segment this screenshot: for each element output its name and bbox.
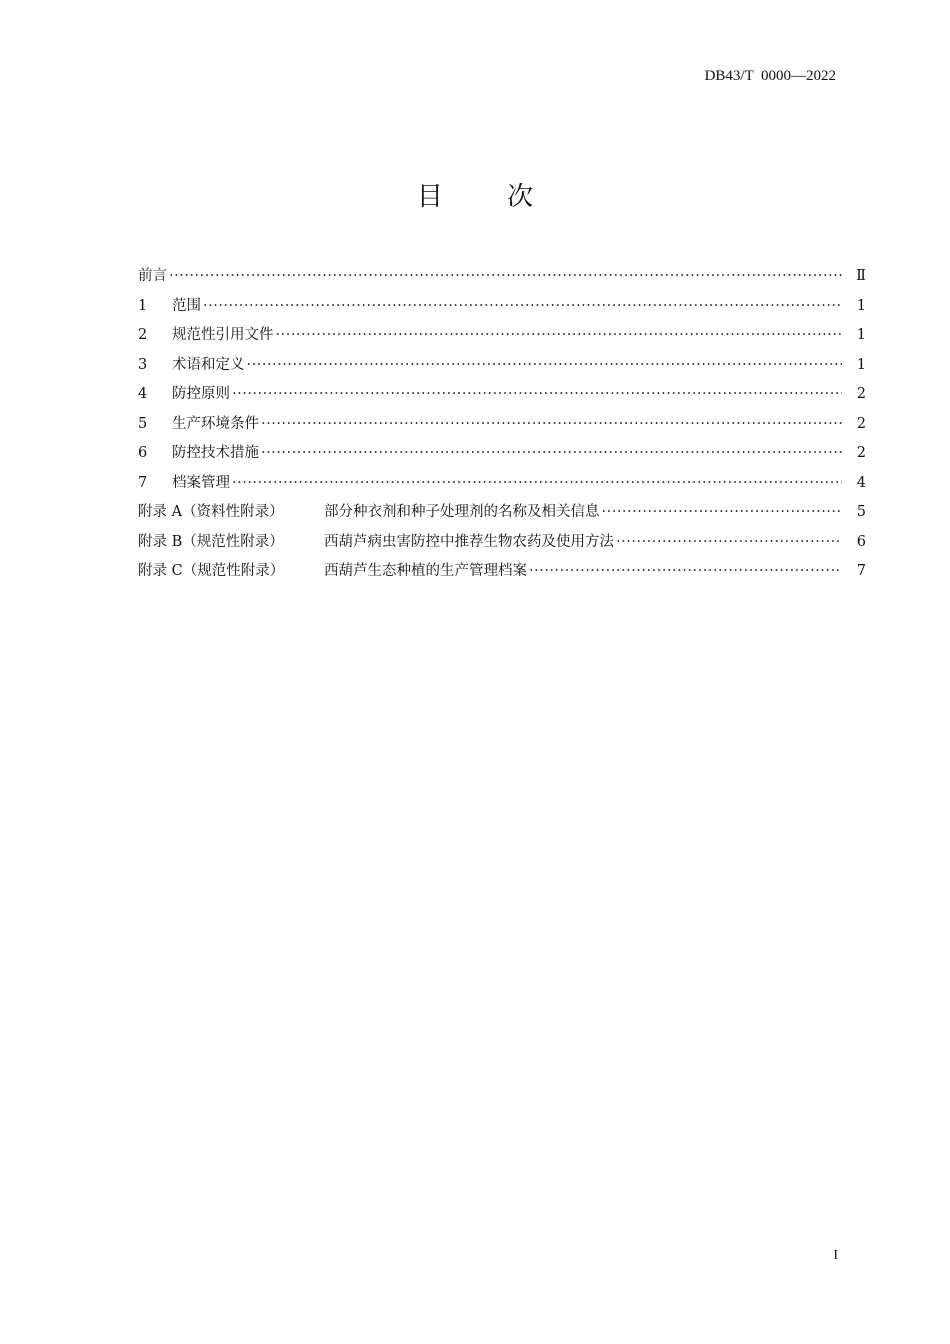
toc-entry-label: 规范性引用文件 [172,327,274,343]
toc-entry-number: 1 [138,297,148,314]
toc-entry-number: 2 [138,327,148,343]
page-title: 目 次 [416,182,562,212]
toc-entry-label: 前言 [138,268,167,284]
toc-entry-number: 5 [138,415,148,432]
toc-entry-page: 1 [856,327,866,343]
toc-leader-dots [247,357,843,373]
toc-entry-appendix-b[interactable] [138,530,866,560]
toc-entry-page: 2 [856,415,866,432]
toc-entry-page: 1 [856,297,866,314]
toc-entry-page: 4 [856,474,866,491]
toc-leader-dots [232,475,842,491]
toc-entry-page: 2 [856,445,866,461]
toc-entry-label: 范围 [172,297,201,314]
toc-entry-appendix-c[interactable] [138,559,866,589]
table-of-contents [138,264,866,589]
toc-entry-label: 部分种衣剂和种子处理剂的名称及相关信息 [324,504,600,520]
toc-entry-page: 7 [856,563,866,579]
toc-leader-dots [261,445,842,461]
toc-entry-foreword[interactable] [138,264,866,294]
toc-entry-number: 3 [138,356,148,373]
toc-entry-2[interactable] [138,323,866,353]
toc-entry-number: 7 [138,474,148,491]
toc-appendix-prefix: 附录 B（规范性附录） [138,533,284,550]
toc-entry-7[interactable] [138,471,866,501]
standard-code: DB43/T 0000—2022 [704,68,836,84]
toc-entry-page: 5 [856,504,866,520]
toc-leader-dots [232,386,842,402]
toc-entry-3[interactable] [138,353,866,383]
toc-entry-5[interactable] [138,412,866,442]
toc-entry-appendix-a[interactable] [138,500,866,530]
toc-leader-dots [529,563,842,579]
toc-entry-page: 2 [856,386,866,402]
toc-entry-label: 西葫芦病虫害防控中推荐生物农药及使用方法 [324,533,614,550]
toc-entry-label: 西葫芦生态种植的生产管理档案 [324,563,527,579]
toc-leader-dots [602,504,843,520]
toc-appendix-prefix: 附录 C（规范性附录） [138,563,285,579]
toc-entry-6[interactable] [138,441,866,471]
toc-appendix-prefix: 附录 A（资料性附录） [138,504,284,520]
toc-entry-1[interactable] [138,294,866,324]
toc-entry-label: 档案管理 [172,474,230,491]
toc-leader-dots [203,298,842,314]
page-number: I [833,1248,838,1263]
toc-entry-4[interactable] [138,382,866,412]
toc-entry-page: Ⅱ [856,268,866,284]
toc-leader-dots [616,534,842,550]
toc-entry-page: 6 [856,533,866,550]
toc-entry-number: 4 [138,386,148,402]
toc-leader-dots [169,268,842,284]
toc-entry-label: 术语和定义 [172,356,245,373]
toc-entry-label: 防控技术措施 [172,445,259,461]
toc-leader-dots [276,327,843,343]
toc-entry-label: 生产环境条件 [172,415,259,432]
toc-entry-page: 1 [856,356,866,373]
toc-entry-number: 6 [138,445,148,461]
toc-leader-dots [261,416,842,432]
toc-entry-label: 防控原则 [172,386,230,402]
